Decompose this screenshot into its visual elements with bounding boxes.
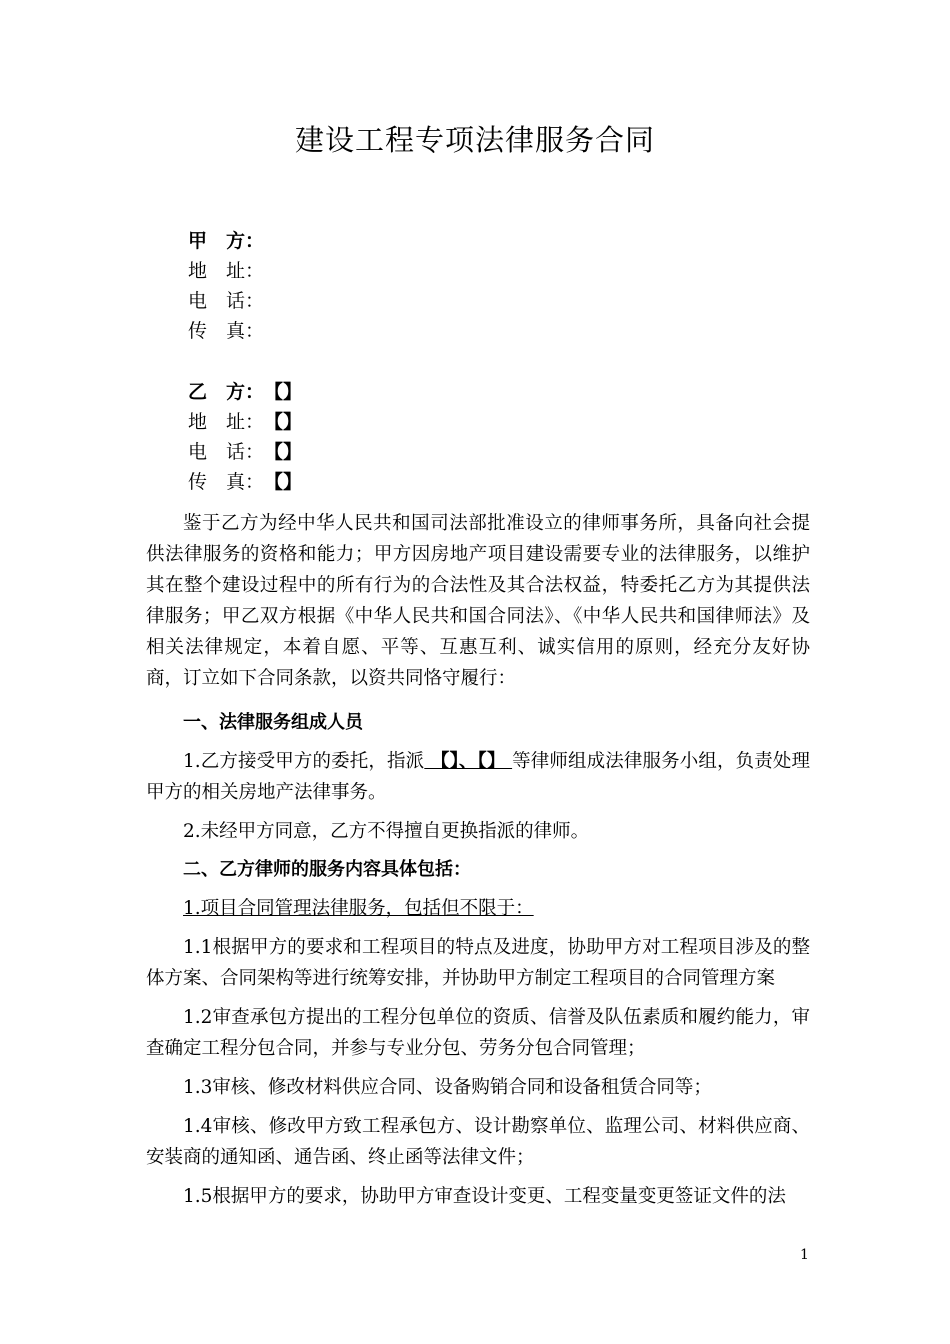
- section-2-item-1-1: 1.1根据甲方的要求和工程项目的特点及进度，协助甲方对工程项目涉及的整体方案、合同架构等进行统筹安排，并协助甲方制定工程项目的合同管理方案: [146, 937, 810, 989]
- party-b-fax-placeholder: 【】: [264, 471, 303, 493]
- section-1-heading: 一、法律服务组成人员: [183, 712, 363, 733]
- party-a-phone-label: 电 话：: [188, 290, 265, 312]
- section-2-item-1-3: 1.3审核、修改材料供应合同、设备购销合同和设备租赁合同等；: [183, 1077, 712, 1098]
- preamble-paragraph: 鉴于乙方为经中华人民共和国司法部批准设立的律师事务所，具备向社会提供法律服务的资格和能力；甲方因房地产项目建设需要专业的法律服务，以维护其在整个建设过程中的所有行为的合法性及其合法权益，特委托乙方为其提供法律服务；甲乙双方根据《中华人民共和国合同法》、《中华人民共和国律师法》及相关法律规定，本着自愿、平等、互惠互利、诚实信用的原则，经充分友好协商，订立如下合同条款，以资共同恪守履行：: [146, 513, 810, 689]
- assigned-lawyers-placeholder: 【】、【】: [424, 751, 513, 772]
- page-number: 1: [800, 1247, 809, 1263]
- section-2-heading: 二、乙方律师的服务内容具体包括：: [183, 859, 471, 880]
- party-b-phone-label: 电 话：: [188, 441, 265, 463]
- party-b-address-placeholder: 【】: [264, 411, 303, 433]
- party-b-name-placeholder: 【】: [264, 381, 303, 403]
- party-b-phone-placeholder: 【】: [264, 441, 303, 463]
- party-a-fax-label: 传 真：: [188, 320, 265, 342]
- section-1-item-2: 2.未经甲方同意，乙方不得擅自更换指派的律师。: [183, 821, 590, 842]
- section-2-item-1-4: 1.4审核、修改甲方致工程承包方、设计勘察单位、监理公司、材料供应商、安装商的通知函、通告函、终止函等法律文件；: [146, 1116, 810, 1168]
- party-a-block: [188, 226, 264, 346]
- party-b-block: [188, 377, 302, 497]
- document-title: 建设工程专项法律服务合同: [294, 123, 655, 157]
- party-a-name-label: 甲 方：: [188, 230, 265, 252]
- party-b-name-label: 乙 方：: [188, 381, 265, 403]
- item-1-text-pre: 1.乙方接受甲方的委托，指派: [183, 751, 425, 772]
- contract-body: [146, 508, 810, 1212]
- party-b-address-label: 地 址：: [188, 411, 265, 433]
- section-1-item-1: [146, 746, 810, 808]
- item-1-text-post: 等律师组成法律服务小组，负责处理甲方的相关房地产法律事务。: [146, 751, 810, 803]
- party-b-fax-label: 传 真：: [188, 471, 265, 493]
- section-2-item-1-2: 1.2审查承包方提出的工程分包单位的资质、信誉及队伍素质和履约能力，审查确定工程分包合同，并参与专业分包、劳务分包合同管理；: [146, 1007, 810, 1059]
- section-2-subheading: [146, 893, 810, 924]
- contract-management-subheading: 1.项目合同管理法律服务，包括但不限于：: [183, 898, 534, 919]
- party-a-address-label: 地 址：: [188, 260, 265, 282]
- section-2-item-1-5: 1.5根据甲方的要求，协助甲方审查设计变更、工程变量变更签证文件的法: [183, 1186, 786, 1207]
